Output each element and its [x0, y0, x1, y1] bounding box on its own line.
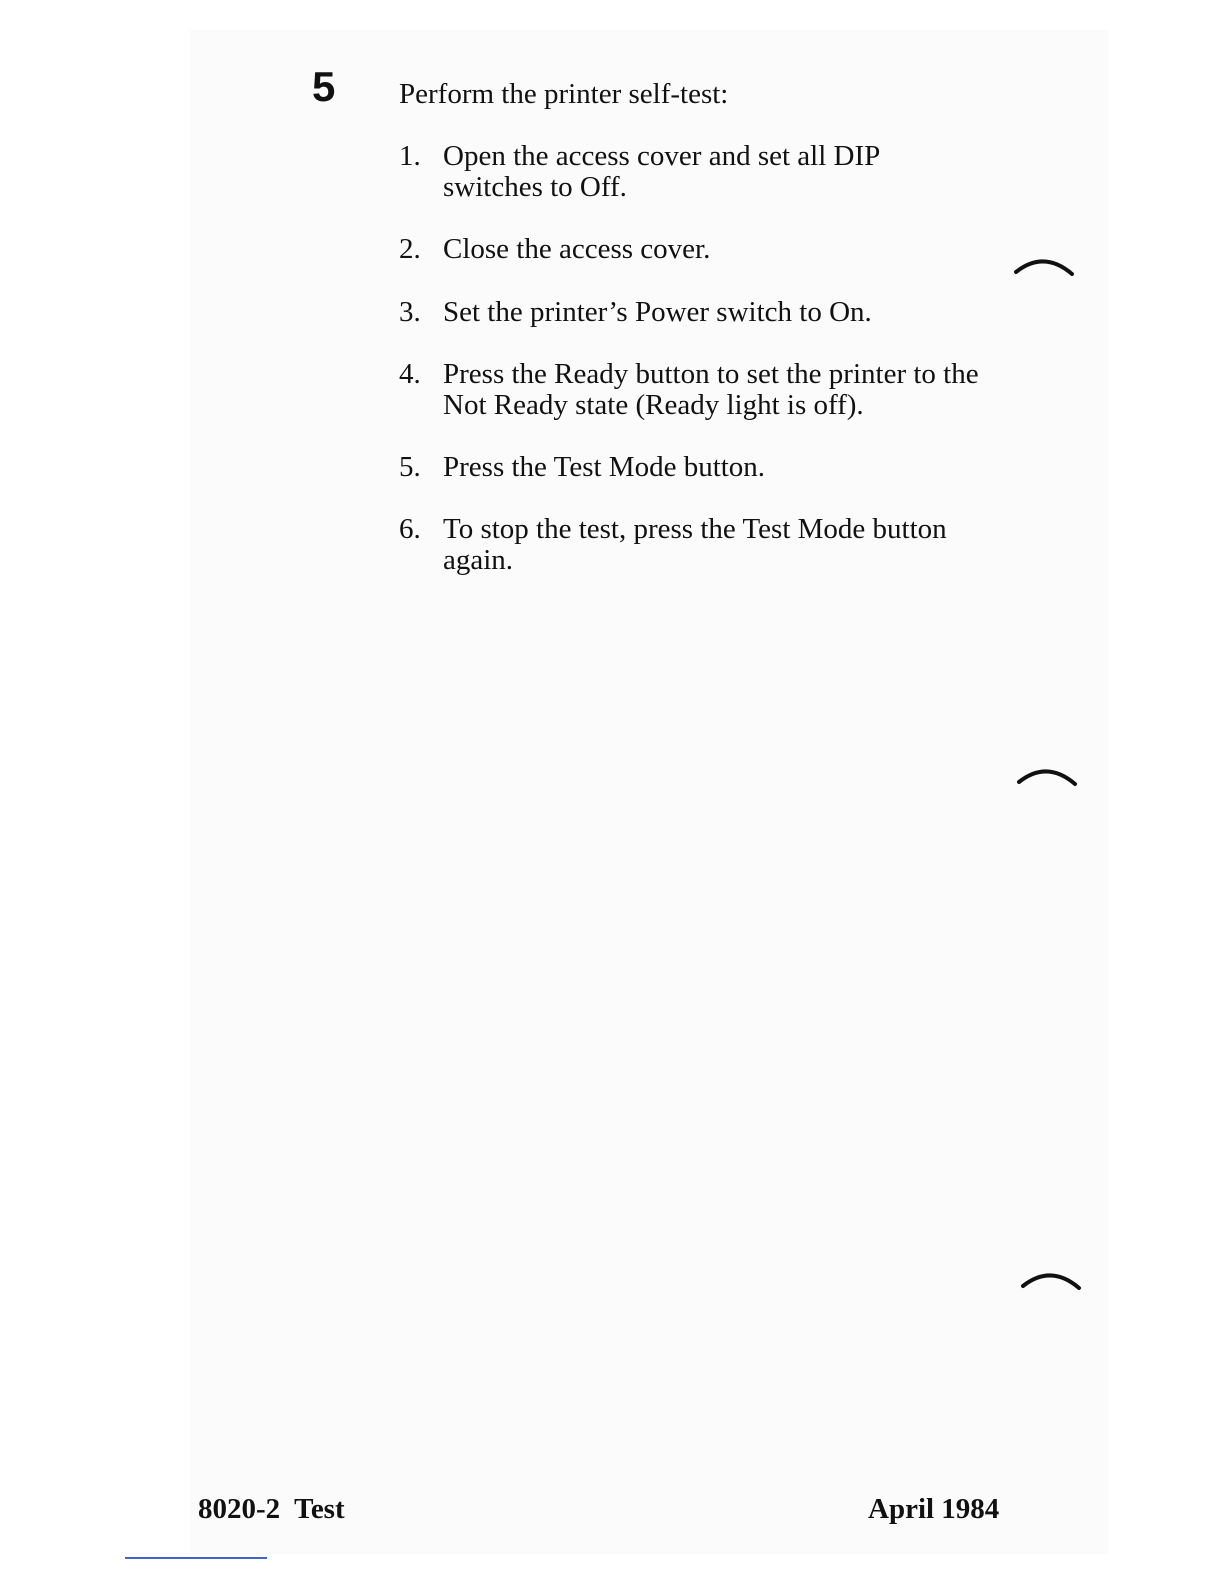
list-item: [399, 359, 999, 421]
list-item-text: Press the Test Mode button.: [443, 451, 766, 483]
footer-document-id: 8020-2 Test: [198, 1493, 345, 1525]
step-intro: Perform the printer self-test:: [399, 78, 729, 110]
step-number: 5: [312, 63, 336, 110]
punch-hole-mark-middle: [1013, 758, 1083, 798]
list-item: [399, 452, 999, 483]
list-item: [399, 141, 999, 203]
punch-hole-mark-top: [1010, 248, 1080, 288]
list-item-number: 1.: [399, 140, 421, 172]
list-item-number: 2.: [399, 233, 421, 265]
list-item-number: 4.: [399, 358, 421, 390]
list-item-number: 3.: [399, 296, 421, 328]
punch-hole-mark-bottom: [1017, 1262, 1087, 1302]
list-item: [399, 514, 999, 576]
list-item-text: Set the printer’s Power switch to On.: [443, 296, 872, 328]
list-item-text: Open the access cover and set all DIP switches to Off.: [443, 140, 880, 203]
list-item: [399, 297, 999, 328]
list-item-text: Press the Ready button to set the printer to the Not Ready state (Ready light is off).: [443, 358, 979, 421]
list-item: [399, 234, 999, 265]
link-underline-mark: [125, 1557, 267, 1559]
list-item-text: To stop the test, press the Test Mode button again.: [443, 513, 947, 576]
footer-date: April 1984: [868, 1493, 1000, 1525]
list-item-number: 6.: [399, 513, 421, 545]
list-item-text: Close the access cover.: [443, 233, 711, 265]
list-item-number: 5.: [399, 451, 421, 483]
